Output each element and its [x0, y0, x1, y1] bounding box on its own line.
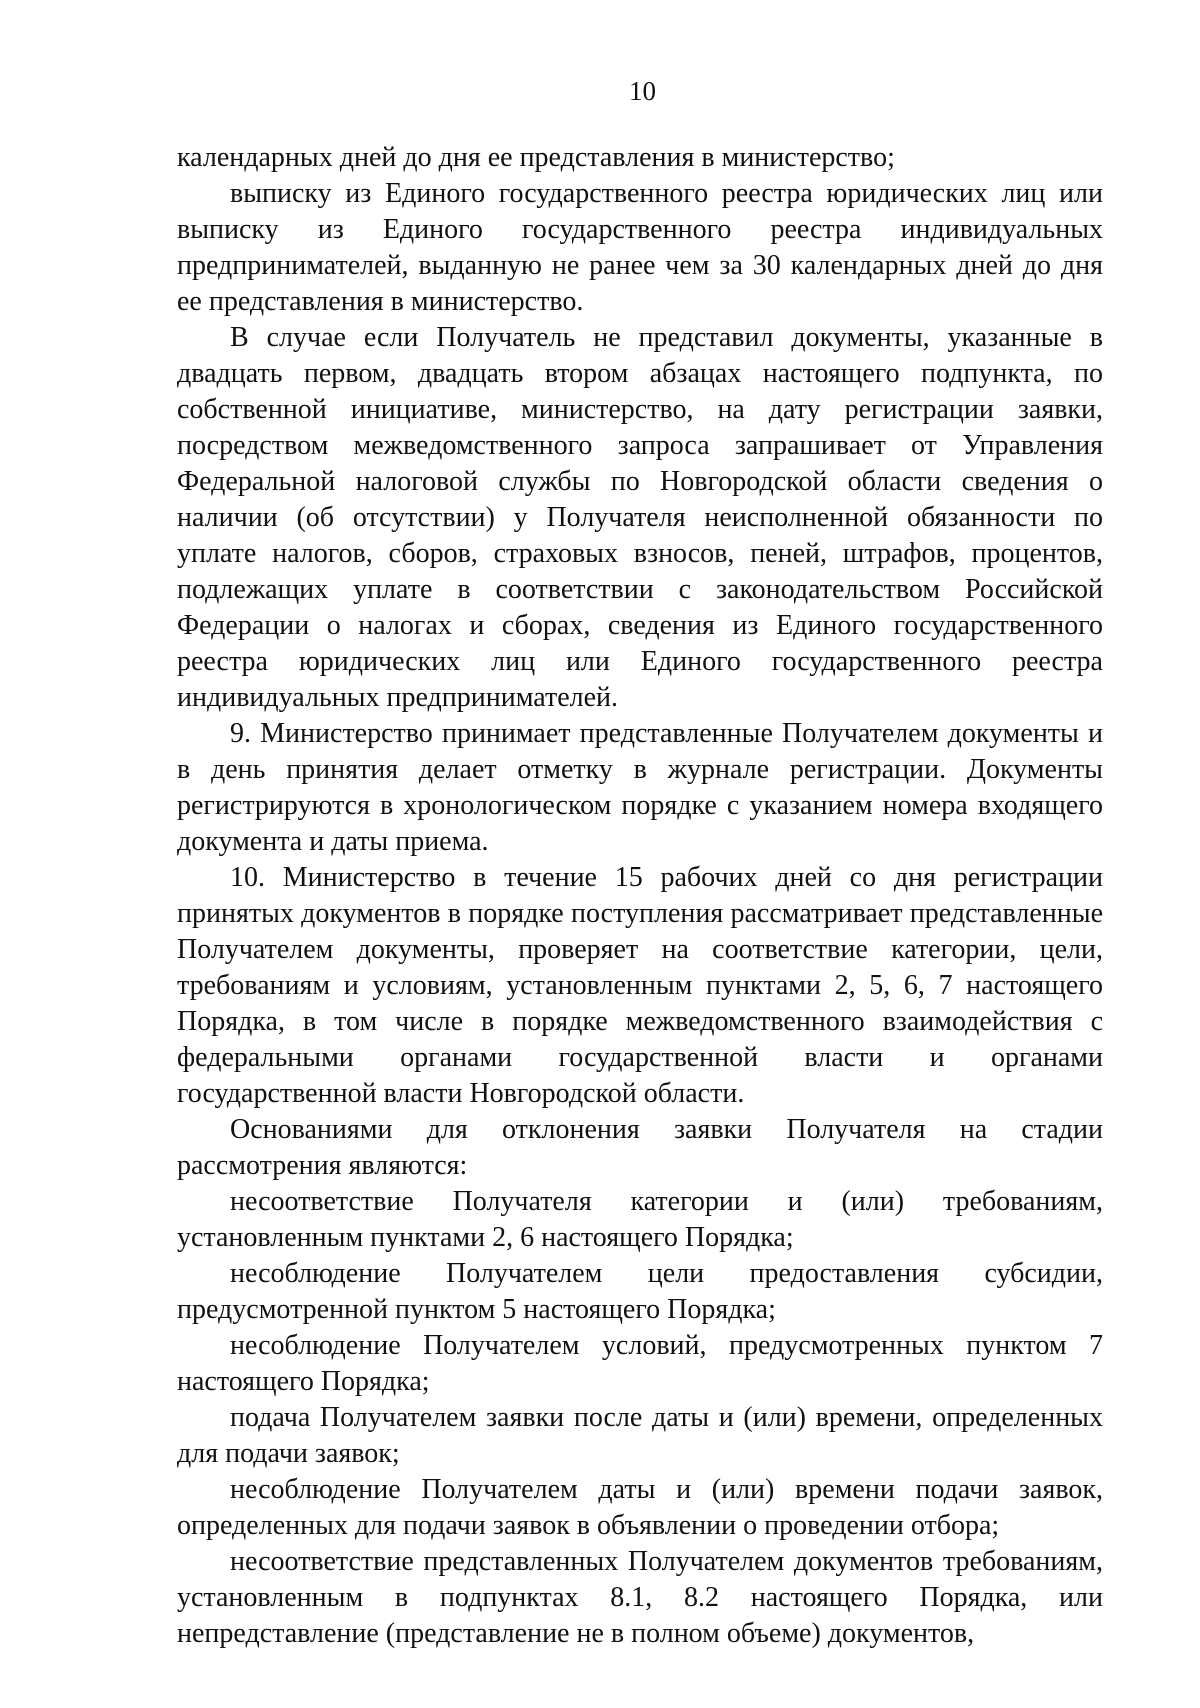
- paragraph-7: несоответствие Получателя категории и (или) требованиям, установленным пунктами 2, 6 настоящего Порядка;: [177, 1186, 1103, 1253]
- paragraph-9: несоблюдение Получателем условий, предусмотренных пунктом 7 настоящего Порядка;: [177, 1330, 1103, 1397]
- paragraph-12: несоответствие представленных Получателем документов требованиям, установленным в подпунктах 8.1, 8.2 настоящего Порядка, или непредставление (представление не в полном объеме) документов,: [177, 1546, 1103, 1649]
- paragraph-4: 9. Министерство принимает представленные Получателем документы и в день принятия делает отметку в журнале регистрации. Документы регистрируются в хронологическом порядке с указанием номера входящего документа и даты приема.: [177, 718, 1103, 857]
- page-number: 10: [629, 76, 656, 106]
- paragraph-8: несоблюдение Получателем цели предоставления субсидии, предусмотренной пунктом 5 настоящего Порядка;: [177, 1258, 1103, 1325]
- paragraph-1: календарных дней до дня ее представления в министерство;: [177, 142, 895, 173]
- paragraph-6: Основаниями для отклонения заявки Получателя на стадии рассмотрения являются:: [177, 1114, 1103, 1181]
- paragraph-3: В случае если Получатель не представил документы, указанные в двадцать первом, двадцать втором абзацах настоящего подпункта, по собственной инициативе, министерство, на дату регистрации заявки, посредством межведомственного запроса запрашивает от Управления Федеральной налоговой службы по Новгородской области сведения о наличии (об отсутствии) у Получателя неисполненной обязанности по уплате налогов, сборов, страховых взносов, пеней, штрафов, процентов, подлежащих уплате в соответствии с законодательством Российской Федерации о налогах и сборах, сведения из Единого государственного реестра юридических лиц или Единого государственного реестра индивидуальных предпринимателей.: [177, 322, 1103, 713]
- paragraph-2: выписку из Единого государственного реестра юридических лиц или выписку из Единого государственного реестра индивидуальных предпринимателей, выданную не ранее чем за 30 календарных дней до дня ее представления в министерство.: [177, 178, 1103, 317]
- document-body: [177, 140, 1103, 1652]
- paragraph-10: подача Получателем заявки после даты и (или) времени, определенных для подачи заявок;: [177, 1402, 1103, 1469]
- paragraph-5: 10. Министерство в течение 15 рабочих дней со дня регистрации принятых документов в порядке поступления рассматривает представленные Получателем документы, проверяет на соответствие категории, цели, требованиям и условиям, установленным пунктами 2, 5, 6, 7 настоящего Порядка, в том числе в порядке межведомственного взаимодействия с федеральными органами государственной власти и органами государственной власти Новгородской области.: [177, 862, 1103, 1109]
- paragraph-11: несоблюдение Получателем даты и (или) времени подачи заявок, определенных для подачи заявок в объявлении о проведении отбора;: [177, 1474, 1103, 1541]
